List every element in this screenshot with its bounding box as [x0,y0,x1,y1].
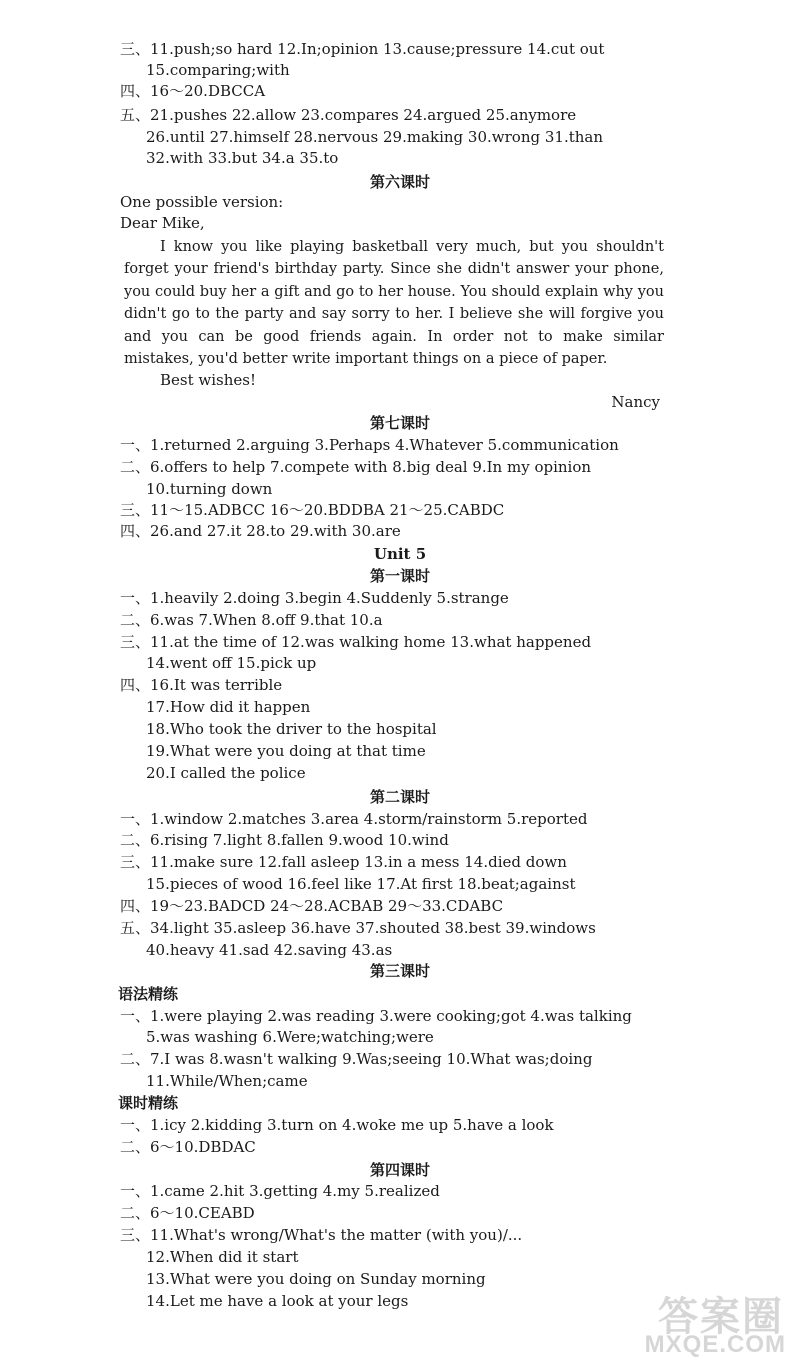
unit-title: Unit 5 [373,545,427,563]
answer-line: 14.went off 15.pick up [146,654,317,672]
letter-greeting: Dear Mike, [120,214,205,232]
answer-line: 四、19～23.BADCD 24～28.ACBAB 29～33.CDABC [120,897,504,915]
answer-line: 40.heavy 41.sad 42.saving 43.as [146,941,393,959]
answer-line: 15.comparing;with [146,61,290,79]
watermark [592,1281,792,1361]
answer-line: 五、34.light 35.asleep 36.have 37.shouted 38.best 39.windows [120,919,596,937]
answer-line: 一、1.returned 2.arguing 3.Perhaps 4.Whatever 5.communication [120,436,619,454]
answer-line: 11.While/When;came [146,1072,308,1090]
answer-line: 17.How did it happen [146,698,311,716]
watermark-url: MXQE.COM [644,1331,786,1358]
answer-line: 一、1.window 2.matches 3.area 4.storm/rainstorm 5.reported [120,810,588,828]
answer-line: 四、16.It was terrible [120,676,283,694]
answer-line: 二、7.I was 8.wasn't walking 9.Was;seeing 10.What was;doing [120,1050,593,1068]
answer-line: 13.What were you doing on Sunday morning [146,1270,486,1288]
answer-line: 18.Who took the driver to the hospital [146,720,437,738]
answer-line: 一、1.were playing 2.was reading 3.were cooking;got 4.was talking [120,1007,632,1025]
answer-line: 14.Let me have a look at your legs [146,1292,409,1310]
section-title: 第七课时 [369,414,430,432]
section-title: 第六课时 [369,173,430,191]
letter-signature: Nancy [611,393,660,411]
answer-line: 五、21.pushes 22.allow 23.compares 24.argued 25.anymore [120,106,577,124]
answer-line: 四、16～20.DBCCA [120,82,266,100]
subsection-heading: 课时精练 [118,1094,179,1112]
writing-intro: One possible version: [120,193,284,211]
letter-body [124,236,664,370]
answer-line: 三、11.What's wrong/What's the matter (with you)/... [120,1226,523,1244]
answer-line: 32.with 33.but 34.a 35.to [146,149,339,167]
answer-line: 20.I called the police [146,764,306,782]
letter-closing: Best wishes! [160,371,256,389]
answer-line: 三、11.make sure 12.fall asleep 13.in a mess 14.died down [120,853,567,871]
watermark-logo-text: 答案圈 [658,1293,784,1340]
answer-line: 二、6.offers to help 7.compete with 8.big deal 9.In my opinion [120,458,592,476]
answer-line: 一、1.icy 2.kidding 3.turn on 4.woke me up 5.have a look [120,1116,554,1134]
answer-line: 10.turning down [146,480,273,498]
answer-line: 一、1.heavily 2.doing 3.begin 4.Suddenly 5.strange [120,589,509,607]
answer-line: 26.until 27.himself 28.nervous 29.making 30.wrong 31.than [146,128,604,146]
answer-line: 15.pieces of wood 16.feel like 17.At first 18.beat;against [146,875,576,893]
section-title: 第一课时 [369,567,430,585]
answer-line: 二、6.rising 7.light 8.fallen 9.wood 10.wind [120,831,449,849]
answer-line: 19.What were you doing at that time [146,742,426,760]
section-title: 第二课时 [369,788,430,806]
answer-line: 5.was washing 6.Were;watching;were [146,1028,434,1046]
answer-line: 二、6～10.CEABD [120,1204,255,1222]
answer-line: 三、11.at the time of 12.was walking home 13.what happened [120,633,592,651]
answer-line: 三、11.push;so hard 12.In;opinion 13.cause;pressure 14.cut out [120,40,605,58]
section-title: 第四课时 [369,1161,430,1179]
section-title: 第三课时 [369,962,430,980]
answer-line: 四、26.and 27.it 28.to 29.with 30.are [120,522,401,540]
answer-line: 三、11～15.ADBCC 16～20.BDDBA 21～25.CABDC [120,501,505,519]
subsection-heading: 语法精练 [118,985,179,1003]
answer-line: 一、1.came 2.hit 3.getting 4.my 5.realized [120,1182,440,1200]
letter-body-text: I know you like playing basketball very much, but you shouldn't forget your friend's birthday party. Since she didn't answer your phone, you could buy her a gift and go to her house. You should explain why you didn't go to the party and say sorry to her. I believe she will forgive you and you can be good friends again. In order not to make similar mistakes, you'd better write important things on a piece of paper. [124,239,664,368]
answer-line: 二、6.was 7.When 8.off 9.that 10.a [120,611,383,629]
answer-line: 12.When did it start [146,1248,299,1266]
answer-line: 二、6～10.DBDAC [120,1138,256,1156]
